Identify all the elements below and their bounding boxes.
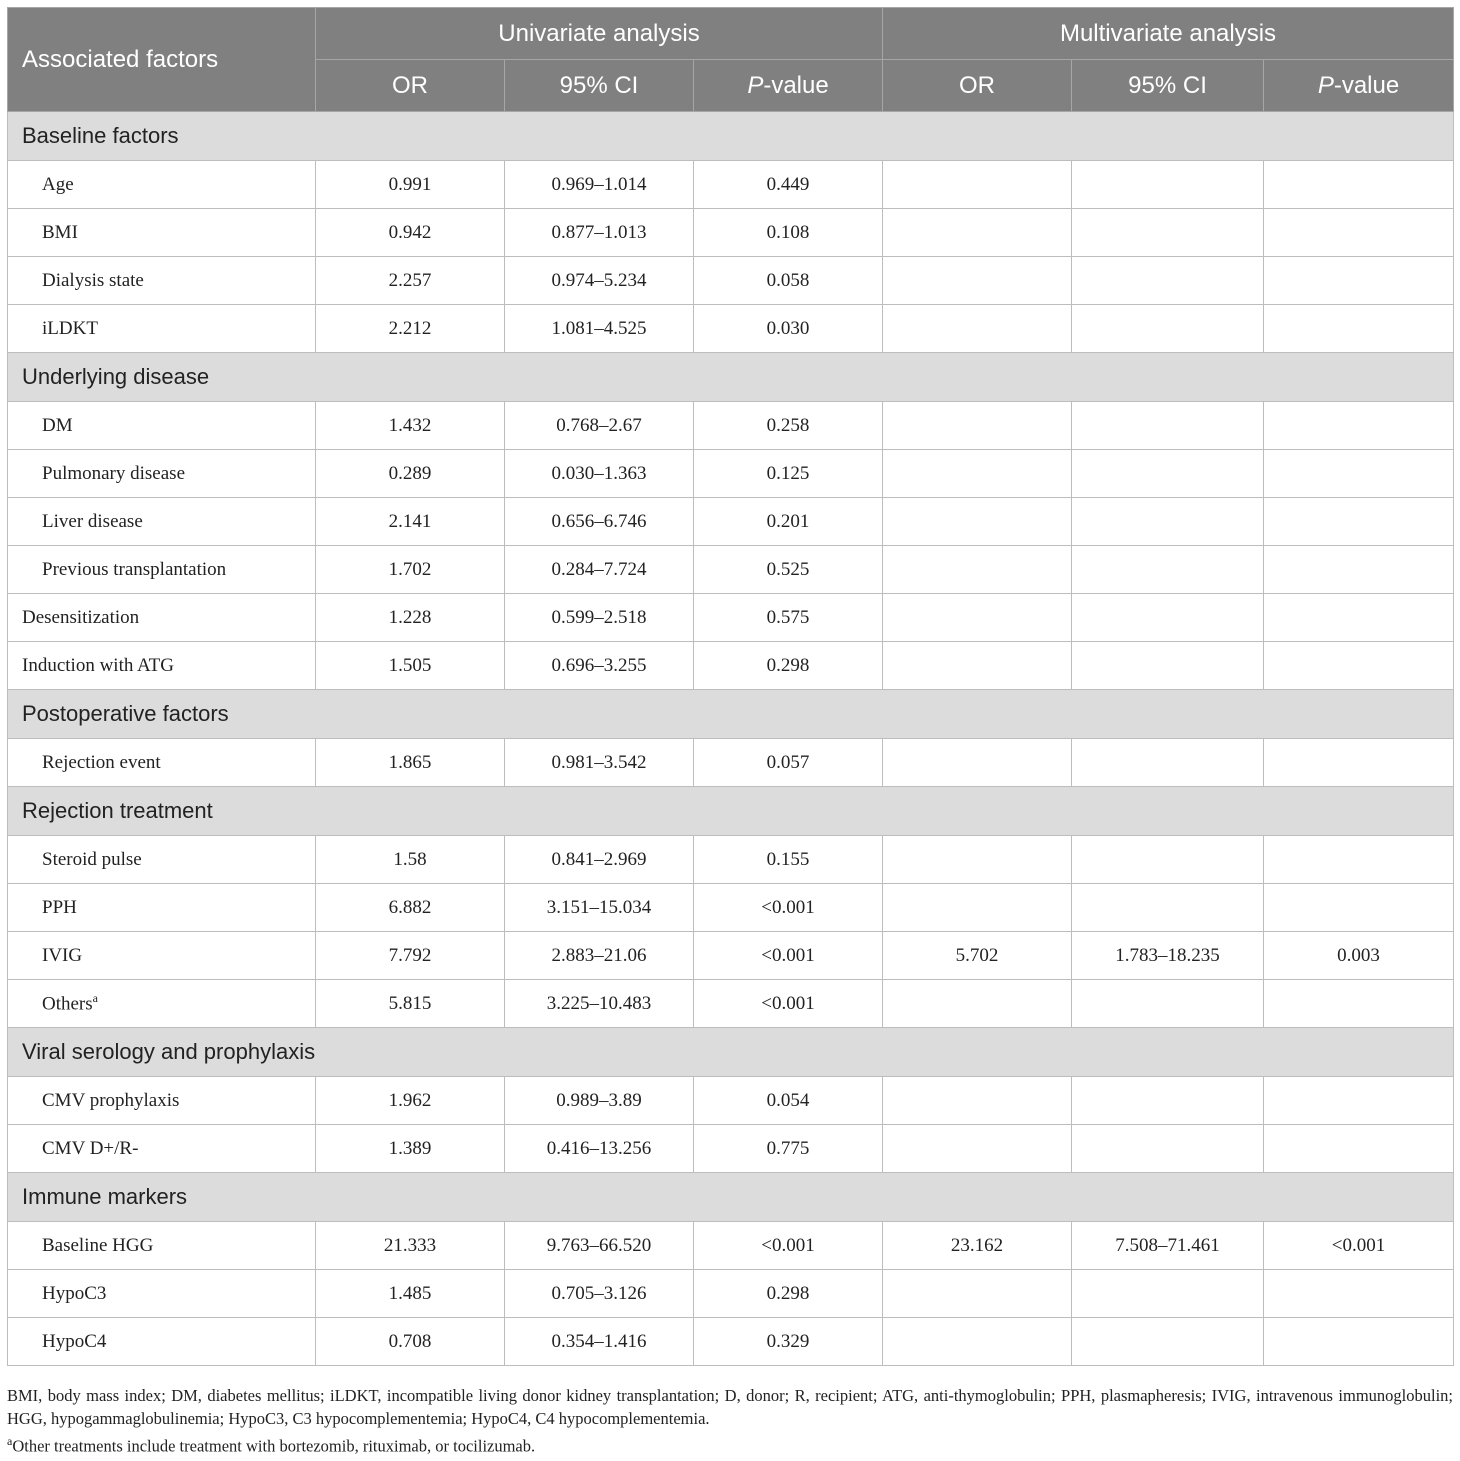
multi-or-cell <box>883 402 1072 450</box>
factor-label <box>8 161 316 209</box>
multi-ci-cell <box>1072 1270 1264 1318</box>
uni-ci-cell: 0.969–1.014 <box>505 161 694 209</box>
uni-or-cell: 0.991 <box>316 161 505 209</box>
footnote-marker: a <box>7 1434 13 1448</box>
regression-table <box>7 7 1454 1366</box>
uni-or-cell: 6.882 <box>316 884 505 932</box>
header-multivariate: Multivariate analysis <box>883 8 1454 60</box>
factor-name: DM <box>42 414 73 436</box>
factor-label <box>8 209 316 257</box>
multi-or-cell <box>883 546 1072 594</box>
factor-name: Others <box>42 993 93 1015</box>
uni-p-cell: <0.001 <box>694 884 883 932</box>
table-row <box>8 450 1454 498</box>
table-row <box>8 1222 1454 1270</box>
uni-or-cell: 0.289 <box>316 450 505 498</box>
header-associated-factors: Associated factors <box>8 8 316 112</box>
uni-p-cell: 0.201 <box>694 498 883 546</box>
factor-label <box>8 257 316 305</box>
uni-p-cell: 0.058 <box>694 257 883 305</box>
multi-p-cell <box>1264 209 1454 257</box>
uni-ci-cell: 1.081–4.525 <box>505 305 694 353</box>
multi-ci-cell: 1.783–18.235 <box>1072 932 1264 980</box>
multi-p-cell <box>1264 450 1454 498</box>
multi-ci-cell <box>1072 594 1264 642</box>
section-title: Immune markers <box>8 1173 1454 1222</box>
header-multi-ci: 95% CI <box>1072 60 1264 112</box>
uni-p-cell: 0.525 <box>694 546 883 594</box>
factor-label <box>8 1077 316 1125</box>
table-row <box>8 257 1454 305</box>
multi-ci-cell <box>1072 402 1264 450</box>
multi-ci-cell <box>1072 739 1264 787</box>
section-row <box>8 353 1454 402</box>
multi-p-cell <box>1264 642 1454 690</box>
multi-ci-cell <box>1072 450 1264 498</box>
uni-p-cell: 0.108 <box>694 209 883 257</box>
multi-p-cell <box>1264 1077 1454 1125</box>
header-univariate: Univariate analysis <box>316 8 883 60</box>
uni-ci-cell: 0.989–3.89 <box>505 1077 694 1125</box>
factor-name: IVIG <box>42 944 83 966</box>
multi-ci-cell <box>1072 305 1264 353</box>
header-uni-ci: 95% CI <box>505 60 694 112</box>
factor-name: Age <box>42 173 74 195</box>
factor-label <box>8 402 316 450</box>
uni-or-cell: 7.792 <box>316 932 505 980</box>
table-row <box>8 739 1454 787</box>
multi-p-cell: 0.003 <box>1264 932 1454 980</box>
uni-or-cell: 1.389 <box>316 1125 505 1173</box>
uni-p-cell: 0.057 <box>694 739 883 787</box>
uni-or-cell: 2.257 <box>316 257 505 305</box>
multi-or-cell <box>883 1270 1072 1318</box>
uni-p-cell: 0.449 <box>694 161 883 209</box>
section-title: Baseline factors <box>8 112 1454 161</box>
multi-ci-cell <box>1072 257 1264 305</box>
multi-or-cell <box>883 980 1072 1028</box>
multi-p-cell <box>1264 594 1454 642</box>
multi-ci-cell <box>1072 836 1264 884</box>
uni-p-cell: 0.125 <box>694 450 883 498</box>
factor-name: iLDKT <box>42 317 98 339</box>
factor-name: CMV D+/R- <box>42 1137 139 1159</box>
section-row <box>8 1028 1454 1077</box>
uni-or-cell: 0.942 <box>316 209 505 257</box>
factor-label <box>8 498 316 546</box>
multi-ci-cell <box>1072 209 1264 257</box>
uni-or-cell: 1.228 <box>316 594 505 642</box>
uni-or-cell: 2.141 <box>316 498 505 546</box>
multi-p-cell <box>1264 161 1454 209</box>
section-title: Rejection treatment <box>8 787 1454 836</box>
multi-ci-cell <box>1072 642 1264 690</box>
uni-or-cell: 1.962 <box>316 1077 505 1125</box>
factor-name: HypoC4 <box>42 1330 107 1352</box>
header-multi-p: P-value <box>1264 60 1454 112</box>
multi-or-cell <box>883 305 1072 353</box>
multi-p-cell <box>1264 1270 1454 1318</box>
header-multi-or: OR <box>883 60 1072 112</box>
factor-label <box>8 305 316 353</box>
factor-label <box>8 1318 316 1366</box>
multi-or-cell <box>883 1077 1072 1125</box>
table-row <box>8 209 1454 257</box>
factor-name: BMI <box>42 221 78 243</box>
factor-label <box>8 642 316 690</box>
multi-p-cell <box>1264 305 1454 353</box>
uni-p-cell: <0.001 <box>694 932 883 980</box>
multi-p-cell <box>1264 1125 1454 1173</box>
table-body <box>8 112 1454 1366</box>
uni-or-cell: 1.505 <box>316 642 505 690</box>
uni-ci-cell: 0.030–1.363 <box>505 450 694 498</box>
uni-p-cell: 0.575 <box>694 594 883 642</box>
uni-or-cell: 2.212 <box>316 305 505 353</box>
table-row <box>8 305 1454 353</box>
multi-or-cell <box>883 739 1072 787</box>
header-uni-p: P-value <box>694 60 883 112</box>
multi-p-cell <box>1264 498 1454 546</box>
factor-name: Desensitization <box>22 606 140 628</box>
factor-name: PPH <box>42 896 77 918</box>
table-row <box>8 1125 1454 1173</box>
multi-or-cell <box>883 257 1072 305</box>
uni-p-cell: 0.258 <box>694 402 883 450</box>
uni-ci-cell: 0.974–5.234 <box>505 257 694 305</box>
table-row <box>8 642 1454 690</box>
table-header <box>8 8 1454 112</box>
uni-ci-cell: 0.768–2.67 <box>505 402 694 450</box>
table-row <box>8 402 1454 450</box>
multi-ci-cell <box>1072 980 1264 1028</box>
table-row <box>8 1318 1454 1366</box>
uni-p-cell: 0.329 <box>694 1318 883 1366</box>
factor-label <box>8 546 316 594</box>
multi-or-cell: 5.702 <box>883 932 1072 980</box>
multi-ci-cell <box>1072 498 1264 546</box>
uni-or-cell: 21.333 <box>316 1222 505 1270</box>
multi-p-cell <box>1264 980 1454 1028</box>
factor-label <box>8 1222 316 1270</box>
multi-or-cell <box>883 642 1072 690</box>
uni-ci-cell: 0.354–1.416 <box>505 1318 694 1366</box>
factor-name: Previous transplantation <box>42 558 227 580</box>
factor-name: Steroid pulse <box>42 848 142 870</box>
uni-or-cell: 5.815 <box>316 980 505 1028</box>
footnote-text: Other treatments include treatment with bortezomib, rituximab, or tocilizumab. <box>12 1436 536 1456</box>
table-row <box>8 546 1454 594</box>
header-uni-or: OR <box>316 60 505 112</box>
factor-name: Baseline HGG <box>42 1234 154 1256</box>
uni-ci-cell: 3.225–10.483 <box>505 980 694 1028</box>
treatment-footnote <box>7 1430 1453 1458</box>
table-row <box>8 594 1454 642</box>
multi-or-cell <box>883 161 1072 209</box>
uni-ci-cell: 0.599–2.518 <box>505 594 694 642</box>
uni-ci-cell: 0.284–7.724 <box>505 546 694 594</box>
uni-ci-cell: 0.841–2.969 <box>505 836 694 884</box>
section-row <box>8 112 1454 161</box>
uni-or-cell: 1.485 <box>316 1270 505 1318</box>
multi-p-cell <box>1264 257 1454 305</box>
uni-p-cell: 0.054 <box>694 1077 883 1125</box>
multi-p-cell <box>1264 739 1454 787</box>
uni-or-cell: 1.432 <box>316 402 505 450</box>
factor-name: CMV prophylaxis <box>42 1089 180 1111</box>
uni-or-cell: 1.865 <box>316 739 505 787</box>
section-row <box>8 787 1454 836</box>
factor-name: Rejection event <box>42 751 161 773</box>
uni-p-cell: 0.298 <box>694 1270 883 1318</box>
multi-or-cell <box>883 594 1072 642</box>
factor-label <box>8 884 316 932</box>
multi-p-cell: <0.001 <box>1264 1222 1454 1270</box>
table-row <box>8 498 1454 546</box>
section-row <box>8 690 1454 739</box>
uni-or-cell: 1.702 <box>316 546 505 594</box>
factor-label <box>8 739 316 787</box>
factor-label <box>8 1270 316 1318</box>
multi-ci-cell <box>1072 546 1264 594</box>
multi-p-cell <box>1264 836 1454 884</box>
multi-or-cell <box>883 1125 1072 1173</box>
multi-or-cell: 23.162 <box>883 1222 1072 1270</box>
multi-ci-cell <box>1072 1125 1264 1173</box>
multi-ci-cell <box>1072 884 1264 932</box>
factor-label <box>8 980 316 1028</box>
factor-name: Induction with ATG <box>22 654 174 676</box>
factor-label <box>8 836 316 884</box>
multi-p-cell <box>1264 1318 1454 1366</box>
section-row <box>8 1173 1454 1222</box>
uni-ci-cell: 0.656–6.746 <box>505 498 694 546</box>
uni-p-cell: 0.298 <box>694 642 883 690</box>
factor-name: Pulmonary disease <box>42 462 186 484</box>
multi-ci-cell <box>1072 1318 1264 1366</box>
multi-or-cell <box>883 884 1072 932</box>
uni-ci-cell: 0.705–3.126 <box>505 1270 694 1318</box>
factor-name: Liver disease <box>42 510 143 532</box>
section-title: Underlying disease <box>8 353 1454 402</box>
factor-name: HypoC3 <box>42 1282 107 1304</box>
table-row <box>8 1077 1454 1125</box>
table-row <box>8 836 1454 884</box>
table-row <box>8 980 1454 1028</box>
multi-p-cell <box>1264 402 1454 450</box>
uni-p-cell: 0.775 <box>694 1125 883 1173</box>
table-footnotes <box>7 1384 1453 1458</box>
table-row <box>8 161 1454 209</box>
uni-p-cell: <0.001 <box>694 1222 883 1270</box>
section-title: Viral serology and prophylaxis <box>8 1028 1454 1077</box>
uni-or-cell: 1.58 <box>316 836 505 884</box>
footnote-ref: a <box>92 991 98 1006</box>
uni-or-cell: 0.708 <box>316 1318 505 1366</box>
multi-or-cell <box>883 450 1072 498</box>
factor-label <box>8 932 316 980</box>
uni-ci-cell: 3.151–15.034 <box>505 884 694 932</box>
multi-or-cell <box>883 209 1072 257</box>
factor-label <box>8 1125 316 1173</box>
table-row <box>8 884 1454 932</box>
multi-p-cell <box>1264 546 1454 594</box>
uni-ci-cell: 2.883–21.06 <box>505 932 694 980</box>
table-row <box>8 932 1454 980</box>
multi-or-cell <box>883 836 1072 884</box>
multi-ci-cell: 7.508–71.461 <box>1072 1222 1264 1270</box>
uni-ci-cell: 0.696–3.255 <box>505 642 694 690</box>
uni-p-cell: <0.001 <box>694 980 883 1028</box>
uni-ci-cell: 0.981–3.542 <box>505 739 694 787</box>
factor-label <box>8 594 316 642</box>
uni-p-cell: 0.030 <box>694 305 883 353</box>
uni-p-cell: 0.155 <box>694 836 883 884</box>
multi-or-cell <box>883 498 1072 546</box>
uni-ci-cell: 0.877–1.013 <box>505 209 694 257</box>
factor-label <box>8 450 316 498</box>
abbreviations-note: BMI, body mass index; DM, diabetes mellitus; iLDKT, incompatible living donor kidney transplantation; D, donor; R, recipient; ATG, anti-thymoglobulin; PPH, plasmapheresis; IVIG, intravenous immunoglobulin; HGG, hypogammaglobulinemia; HypoC3, C3 hypocomplementemia; HypoC4, C4 hypocomplementemia. <box>7 1386 1453 1428</box>
multi-ci-cell <box>1072 161 1264 209</box>
factor-name: Dialysis state <box>42 269 144 291</box>
uni-ci-cell: 0.416–13.256 <box>505 1125 694 1173</box>
results-table-container <box>7 7 1453 1366</box>
section-title: Postoperative factors <box>8 690 1454 739</box>
multi-ci-cell <box>1072 1077 1264 1125</box>
multi-or-cell <box>883 1318 1072 1366</box>
table-row <box>8 1270 1454 1318</box>
uni-ci-cell: 9.763–66.520 <box>505 1222 694 1270</box>
multi-p-cell <box>1264 884 1454 932</box>
